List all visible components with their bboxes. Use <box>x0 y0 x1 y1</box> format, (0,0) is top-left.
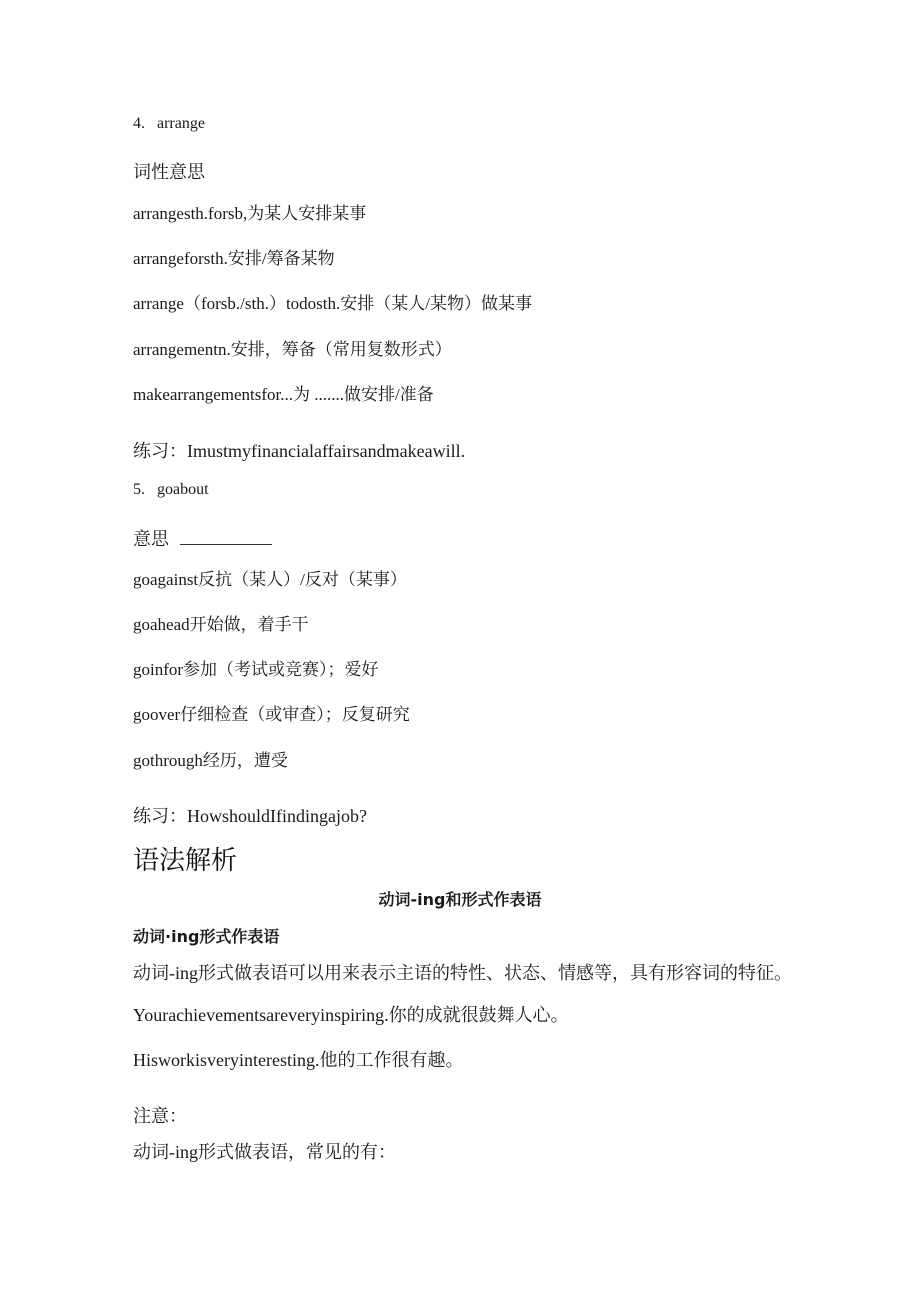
item4-phrase-4: arrangementn.安排，筹备（常用复数形式） <box>133 340 452 359</box>
grammar-note-text: 动词-ing形式做表语，常见的有： <box>133 1142 396 1162</box>
item4-phrase-5: makearrangementsfor...为 .......做安排/准备 <box>133 385 434 404</box>
item5-heading: 5. goabout <box>133 481 209 498</box>
item5-meaning-label: 意思 <box>133 529 169 549</box>
item5-meaning-row <box>133 528 272 550</box>
grammar-center-title: 动词-ing和形式作表语 <box>378 890 542 909</box>
item5-phrase-2: goahead开始做，着手干 <box>133 615 309 634</box>
grammar-example-1: Yourachievementsareveryinspiring.你的成就很鼓舞人心。 <box>133 1005 569 1025</box>
item4-phrase-3: arrange（forsb./sth.）todosth.安排（某人/某物）做某事 <box>133 294 532 313</box>
grammar-section-title: 语法解析 <box>133 846 238 875</box>
item5-exercise: 练习：HowshouldIfindingajob? <box>133 806 367 826</box>
item5-phrase-5: gothrough经历，遭受 <box>133 751 288 770</box>
item4-phrase-1: arrangesth.forsb,为某人安排某事 <box>133 204 367 223</box>
grammar-sub-title: 动词·ing形式作表语 <box>133 927 280 946</box>
grammar-note-label: 注意： <box>133 1106 187 1126</box>
item4-pos-label: 词性意思 <box>133 162 205 182</box>
item5-meaning-blank <box>180 530 272 545</box>
item5-phrase-4: goover仔细检查（或审查）；反复研究 <box>133 705 410 724</box>
item4-phrase-2: arrangeforsth.安排/筹备某物 <box>133 249 335 268</box>
item5-phrase-1: goagainst反抗（某人）/反对（某事） <box>133 570 407 589</box>
item5-phrase-3: goinfor参加（考试或竞赛）；爱好 <box>133 660 379 679</box>
grammar-description: 动词-ing形式做表语可以用来表示主语的特性、状态、情感等，具有形容词的特征。 <box>133 963 792 983</box>
grammar-example-2: Hisworkisveryinteresting.他的工作很有趣。 <box>133 1050 464 1070</box>
item4-exercise: 练习：Imustmyfinancialaffairsandmakeawill. <box>133 441 466 461</box>
item4-heading: 4. arrange <box>133 115 205 132</box>
